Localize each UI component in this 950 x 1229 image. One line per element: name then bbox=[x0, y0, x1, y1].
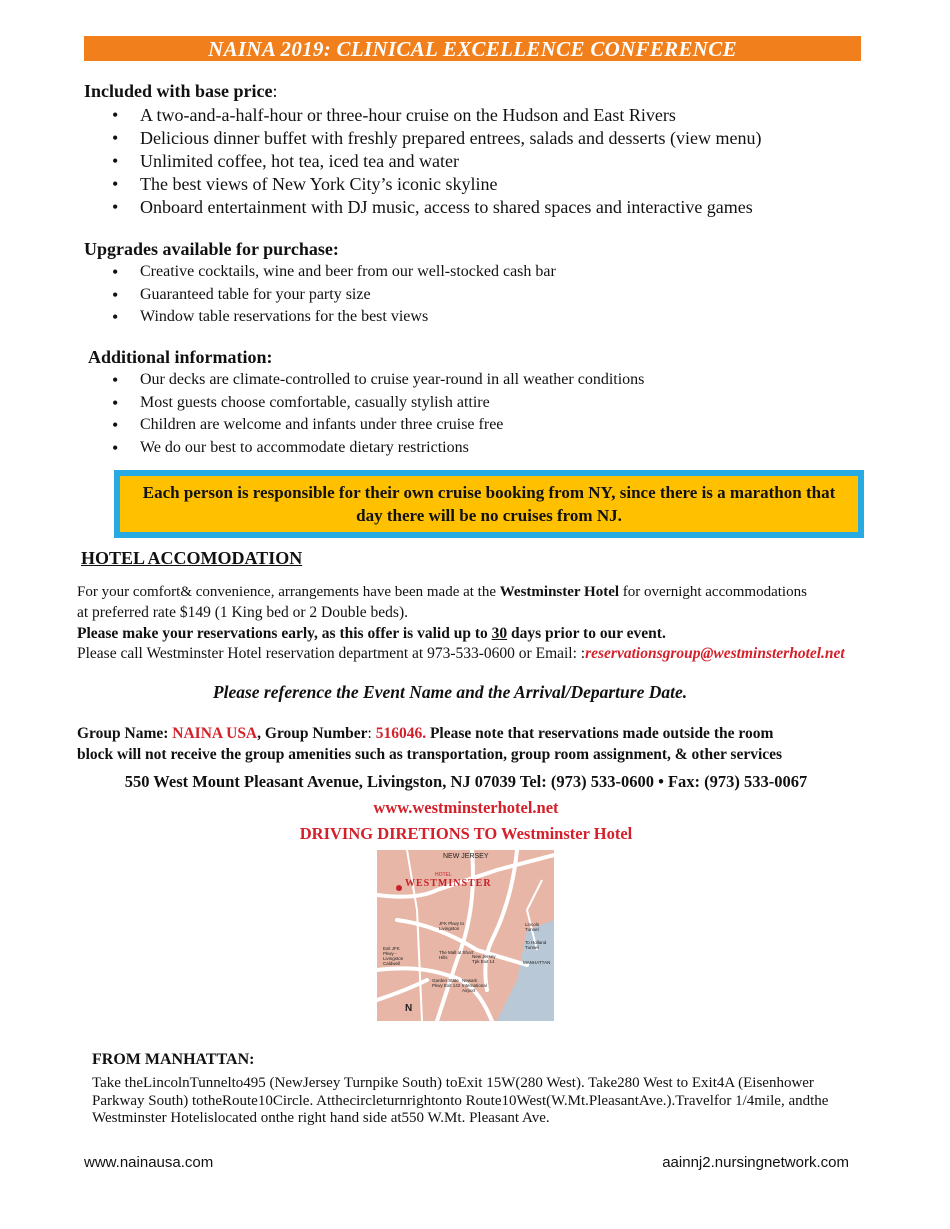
map-label-westminster: WESTMINSTER bbox=[405, 878, 492, 889]
north-arrow-label: N bbox=[405, 1003, 413, 1014]
directions-title: DRIVING DIRETIONS TO Westminster Hotel bbox=[299, 824, 633, 843]
group-note-line-2: block will not receive the group amenities such as transportation, group room assignment, & other services bbox=[77, 746, 783, 763]
hotel-heading: HOTEL ACCOMODATION bbox=[81, 548, 303, 568]
map-label-airport: Newark International Airport bbox=[462, 978, 487, 993]
conference-banner: NAINA 2019: CLINICAL EXCELLENCE CONFERENCE bbox=[84, 36, 861, 61]
map-label-jfk-pkwy: JFK Pkwy to Livingston bbox=[439, 921, 465, 931]
reservation-email-link[interactable]: reservationsgroup@westminsterhotel.net bbox=[585, 645, 845, 662]
group-name-label: Group Name: bbox=[77, 725, 173, 742]
list-item: • The best views of New York City’s iconic skyline bbox=[84, 173, 761, 196]
group-number-colon: : bbox=[367, 725, 376, 742]
hotel-rate-line: at preferred rate $149 (1 King bed or 2 Double beds). bbox=[77, 604, 408, 621]
list-item: • Our decks are climate-controlled to cruise year-round in all weather conditions bbox=[84, 369, 644, 392]
group-number-label: , Group Number bbox=[257, 725, 368, 742]
map-label-exit-jfk: Exit JFK Pkwy - Livingston Caldwell bbox=[383, 946, 404, 966]
additional-list bbox=[84, 369, 644, 459]
group-name-value: NAINA USA bbox=[172, 725, 258, 742]
group-note-a: Please note that reservations made outside the room bbox=[426, 725, 774, 742]
footer-website-left[interactable]: www.nainausa.com bbox=[84, 1154, 214, 1171]
upgrades-list bbox=[84, 261, 556, 329]
included-title-colon: : bbox=[272, 81, 278, 101]
from-manhattan-heading: FROM MANHATTAN: bbox=[92, 1051, 255, 1068]
map-label-hotel: HOTEL bbox=[435, 872, 452, 878]
additional-heading: Additional information: bbox=[88, 347, 273, 367]
map-graphic bbox=[377, 850, 554, 1021]
contact-text: Please call Westminster Hotel reservation department at 973-533-0600 or Email: : bbox=[77, 645, 586, 662]
footer-website-right[interactable]: aainnj2.nursingnetwork.com bbox=[662, 1154, 849, 1171]
group-info-line-1 bbox=[77, 725, 773, 743]
directions-map bbox=[377, 850, 554, 1021]
list-item: • Unlimited coffee, hot tea, iced tea and water bbox=[84, 150, 761, 173]
list-item: • Children are welcome and infants under three cruise free bbox=[84, 414, 644, 437]
list-item: • Window table reservations for the best views bbox=[84, 306, 556, 329]
map-label-holland: To Holland Tunnel bbox=[525, 940, 547, 950]
map-label-mall: The Mall at Short Hills bbox=[439, 950, 474, 960]
map-label-lincoln: Lincoln Tunnel bbox=[525, 922, 540, 932]
map-label-nj-tpk: New Jersey Tpk Exit 14 bbox=[472, 954, 496, 964]
list-item: • Most guests choose comfortable, casually stylish attire bbox=[84, 392, 644, 415]
map-label-manhattan: MANHATTAN bbox=[523, 960, 551, 965]
early-b: days prior to our event. bbox=[507, 625, 666, 642]
list-item: • Creative cocktails, wine and beer from our well-stocked cash bar bbox=[84, 261, 556, 284]
list-item: • Onboard entertainment with DJ music, access to shared spaces and interactive games bbox=[84, 196, 761, 219]
from-manhattan-directions: Take theLincolnTunnelto495 (NewJersey Turnpike South) toExit 15W(280 West). Take280 West to Exit4A (Eisenhower Parkway South) totheRoute10Circle. Atthecircleturnrightonto Route10West(W.Mt.PleasantAve.).Travelfor 1/4mile, andthe Westminster Hotelislocated onthe right hand side at550 W.Mt. Pleasant Ave. bbox=[92, 1075, 829, 1126]
list-item: • Delicious dinner buffet with freshly prepared entrees, salads and desserts (view menu) bbox=[84, 127, 761, 150]
hotel-contact-line bbox=[77, 645, 845, 663]
map-label-gsp-exit: Garden State Pkwy Exit 142 bbox=[432, 978, 461, 988]
hotel-website-link[interactable]: www.westminsterhotel.net bbox=[373, 798, 559, 817]
group-number-value: 516046. bbox=[375, 725, 427, 742]
list-item: • We do our best to accommodate dietary restrictions bbox=[84, 437, 644, 460]
hotel-name: Westminster Hotel bbox=[499, 584, 620, 600]
hotel-address: 550 West Mount Pleasant Avenue, Livingston, NJ 07039 Tel: (973) 533-0600 • Fax: (973) 533-0067 bbox=[124, 772, 808, 791]
early-a: Please make your reservations early, as this offer is valid up to bbox=[77, 625, 492, 642]
days-value: 30 bbox=[491, 625, 508, 642]
map-label-new-jersey: NEW JERSEY bbox=[443, 853, 489, 860]
included-list bbox=[84, 104, 761, 219]
hotel-early-line bbox=[77, 625, 666, 643]
list-item: • Guaranteed table for your party size bbox=[84, 284, 556, 307]
list-item: • A two-and-a-half-hour or three-hour cruise on the Hudson and East Rivers bbox=[84, 104, 761, 127]
cruise-booking-notice: Each person is responsible for their own cruise booking from NY, since there is a marathon that day there will be no cruises from NJ. bbox=[114, 470, 864, 538]
included-title: Included with base price bbox=[84, 81, 273, 101]
hotel-line-1-b: for overnight accommodations bbox=[619, 584, 807, 600]
upgrades-heading: Upgrades available for purchase: bbox=[84, 239, 339, 259]
hotel-line-1-a: For your comfort& convenience, arrangements have been made at the bbox=[77, 584, 500, 600]
hotel-line-1 bbox=[77, 584, 807, 601]
included-heading bbox=[84, 81, 278, 102]
event-reference-note: Please reference the Event Name and the Arrival/Departure Date. bbox=[212, 682, 688, 702]
